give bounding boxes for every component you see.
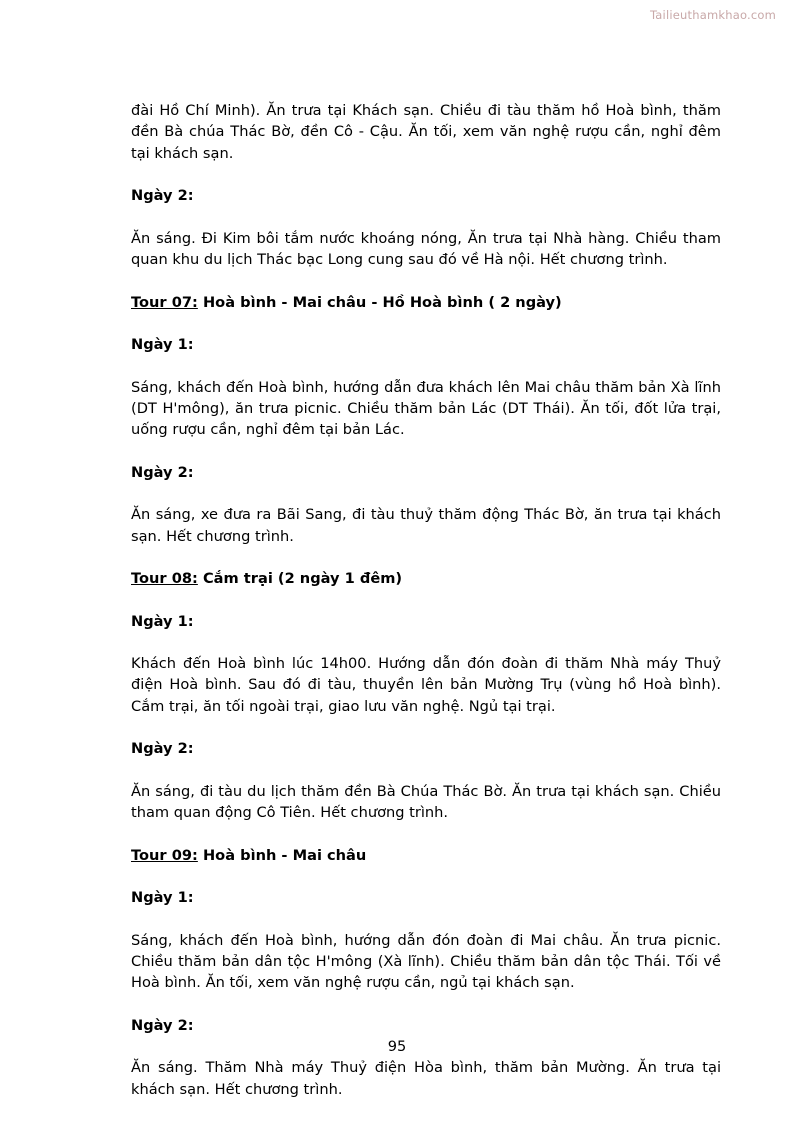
document-body: [131, 100, 721, 1100]
paragraph: Ăn sáng, đi tàu du lịch thăm đền Bà Chúa Thác Bờ. Ăn trưa tại khách sạn. Chiều tham quan động Cô Tiên. Hết chương trình.: [131, 782, 721, 822]
paragraph: đài Hồ Chí Minh). Ăn trưa tại Khách sạn. Chiều đi tàu thăm hồ Hoà bình, thăm đền Bà chúa Thác Bờ, đền Cô - Cậu. Ăn tối, xem văn nghệ rượu cần, nghỉ đêm tại khách sạn.: [131, 102, 721, 162]
day-label: Ngày 1:: [131, 336, 194, 354]
paragraph-gap: [131, 207, 721, 228]
paragraph-gap: [131, 271, 721, 292]
paragraph-gap: [131, 356, 721, 377]
paragraph-gap: [131, 547, 721, 568]
day-label: Ngày 2:: [131, 1016, 194, 1034]
paragraph: Ăn sáng. Thăm Nhà máy Thuỷ điện Hòa bình, thăm bản Mường. Ăn trưa tại khách sạn. Hết chương trình.: [131, 1059, 721, 1098]
tour-heading: [131, 292, 721, 313]
page-number: 95: [387, 1038, 407, 1055]
tour-heading-number: Tour 07:: [131, 293, 198, 311]
watermark-text: Tailieuthamkhao.com: [649, 8, 776, 22]
paragraph-gap: [131, 313, 721, 334]
tour-heading-title: Hoà bình - Mai châu - Hồ Hoà bình ( 2 ngày): [202, 293, 562, 311]
tour-heading-number: Tour 08:: [131, 570, 198, 588]
paragraph: Sáng, khách đến Hoà bình, hướng dẫn đưa khách lên Mai châu thăm bản Xà lĩnh (DT H'mông), ăn trưa picnic. Chiều thăm bản Lác (DT Thái). Ăn tối, đốt lửa trại, uống rượu cần, nghỉ đêm tại bản Lác.: [131, 378, 721, 439]
paragraph: Sáng, khách đến Hoà bình, hướng dẫn đón đoàn đi Mai châu. Ăn trưa picnic. Chiều thăm bản dân tộc H'mông (Xà lĩnh). Chiều thăm bản dân tộc Thái. Tối về Hoà bình. Ăn tối, xem văn nghệ rượu cần, ngủ tại khách sạn.: [131, 931, 721, 992]
paragraph-gap: [131, 632, 721, 653]
day-label: Ngày 2:: [131, 740, 194, 758]
day-label: Ngày 1:: [131, 889, 194, 907]
paragraph: Ăn sáng, xe đưa ra Bãi Sang, đi tàu thuỷ thăm động Thác Bờ, ăn trưa tại khách sạn. Hết chương trình.: [131, 506, 721, 545]
tour-heading-title: Cắm trại (2 ngày 1 đêm): [202, 570, 403, 588]
paragraph-gap: [131, 483, 721, 504]
paragraph-gap: [131, 909, 721, 930]
paragraph-gap: [131, 760, 721, 781]
paragraph-gap: [131, 590, 721, 611]
day-label: Ngày 2:: [131, 187, 194, 205]
tour-heading-number: Tour 09:: [131, 846, 198, 864]
paragraph-gap: [131, 866, 721, 887]
paragraph-gap: [131, 441, 721, 462]
paragraph: Khách đến Hoà bình lúc 14h00. Hướng dẫn đón đoàn đi thăm Nhà máy Thuỷ điện Hoà bình. Sau đó đi tàu, thuyền lên bản Mường Trụ (vùng hồ Hoà bình). Cắm trại, ăn tối ngoài trại, giao lưu văn nghệ. Ngủ tại trại.: [131, 655, 721, 715]
paragraph-gap: [131, 824, 721, 845]
paragraph: Ăn sáng. Đi Kim bôi tắm nước khoáng nóng, Ăn trưa tại Nhà hàng. Chiều tham quan khu du lịch Thác bạc Long cung sau đó về Hà nội. Hết chương trình.: [131, 229, 721, 269]
tour-heading-title: Hoà bình - Mai châu: [202, 846, 367, 864]
paragraph-gap: [131, 994, 721, 1015]
day-label: Ngày 1:: [131, 612, 194, 630]
paragraph-gap: [131, 717, 721, 738]
paragraph-gap: [131, 164, 721, 185]
tour-heading: [131, 568, 721, 589]
day-label: Ngày 2:: [131, 463, 194, 481]
tour-heading: [131, 845, 721, 866]
